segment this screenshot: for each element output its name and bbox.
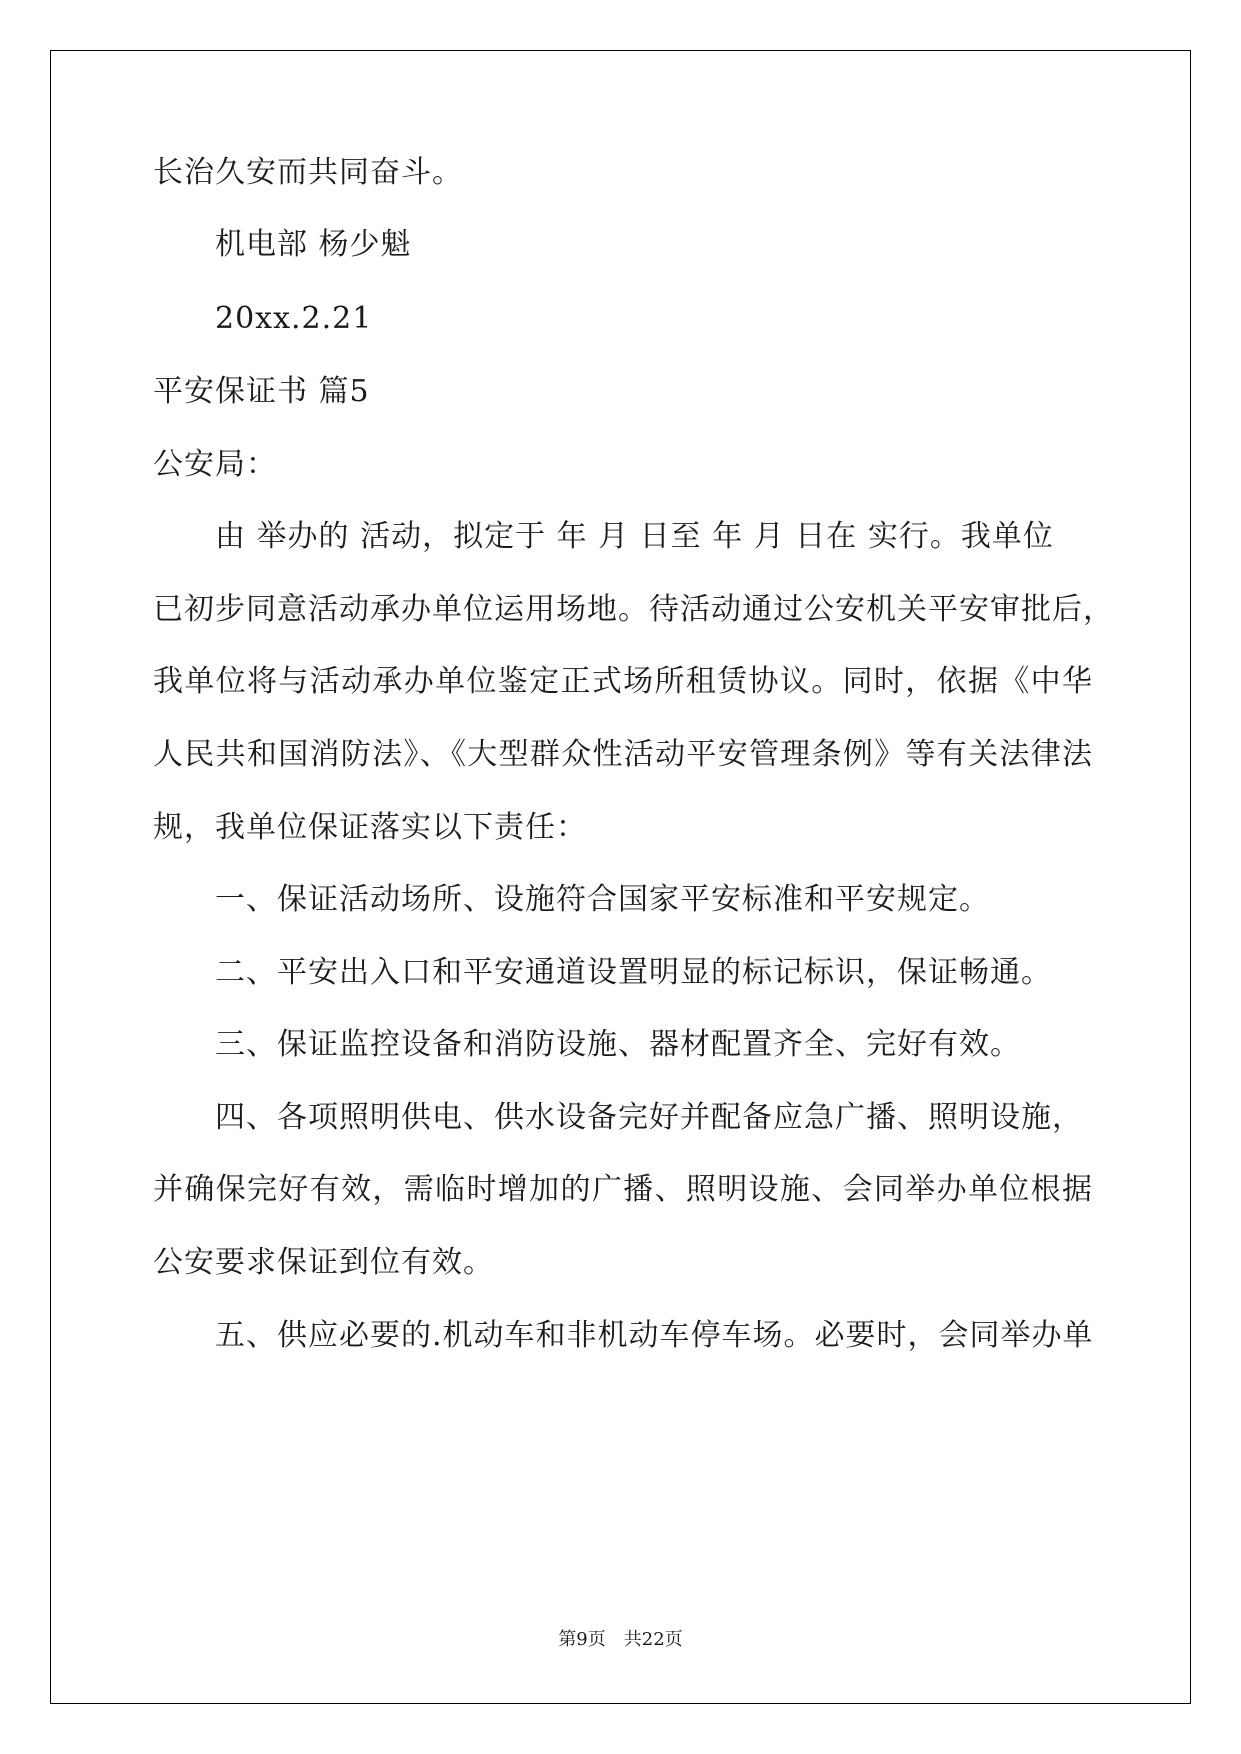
- list-item: 三、保证监控设备和消防设施、器材配置齐全、完好有效。: [215, 1027, 1021, 1062]
- list-item: 四、各项照明供电、供水设备完好并配备应急广播、照明设施，: [215, 1100, 1083, 1135]
- page-border: [50, 50, 1191, 1704]
- paragraph-line: 已初步同意活动承办单位运用场地。待活动通过公安机关平安审批后，: [153, 592, 1114, 627]
- paragraph-line: 由 举办的 活动，拟定于 年 月 日至 年 月 日在 实行。我单位: [215, 519, 1054, 554]
- list-item: 一、保证活动场所、设施符合国家平安标准和平安规定。: [215, 882, 990, 917]
- salutation: 公安局：: [153, 447, 277, 482]
- list-item: 二、平安出入口和平安通道设置明显的标记标识，保证畅通。: [215, 955, 1052, 990]
- signature-department: 机电部 杨少魁: [215, 227, 412, 262]
- paragraph-line: 我单位将与活动承办单位鉴定正式场所租赁协议。同时，依据《中华: [153, 664, 1093, 699]
- section-title: 平安保证书 篇5: [153, 374, 370, 409]
- paragraph-line: 规，我单位保证落实以下责任：: [153, 810, 587, 845]
- paragraph-line: 并确保完好有效，需临时增加的广播、照明设施、会同举办单位根据: [153, 1172, 1093, 1207]
- text-line: 长治久安而共同奋斗。: [153, 155, 463, 190]
- list-item: 五、供应必要的.机动车和非机动车停车场。必要时，会同举办单: [215, 1318, 1094, 1353]
- paragraph-line: 公安要求保证到位有效。: [153, 1245, 494, 1280]
- paragraph-line: 人民共和国消防法》、《大型群众性活动平安管理条例》等有关法律法: [153, 737, 1093, 772]
- page-number: 第9页 共22页: [558, 1629, 683, 1650]
- signature-date: 20xx.2.21: [215, 301, 373, 336]
